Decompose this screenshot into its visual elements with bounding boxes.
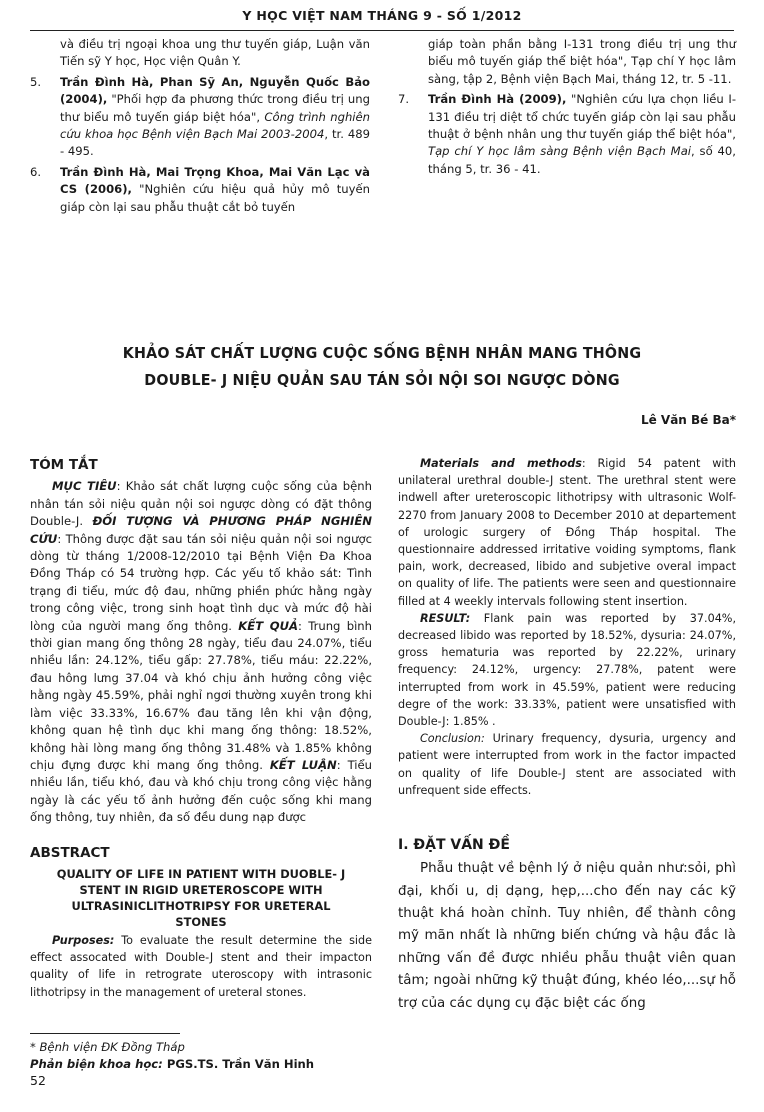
reference-5-authors: Trần Đình Hà, Phan Sỹ An, Nguyễn Quốc Bảo (2004), [60,74,370,107]
methods-text: : Rigid 54 patent with unilateral urethral double-J stent. The urethral stent were indwell after ureteroscopic lithotripsy with ultrasonic Wolf- 2270 from January 2008 to December 2010 at departement of urologic surgery of Đồng Tháp hospital. The questionnaire addressed irritative voiding symptoms, flank pain, work, decreased, libido and subjetive overal impact on quality of life. The patients were seen and questionnaire filled at 4 weekly intervals following stent insertion. [398,457,736,608]
intro-paragraph: Phẫu thuật về bệnh lý ở niệu quản như:sỏi, phì đại, khối u, dị dạng, hẹp,...cho đến nay các kỹ thuật khá hoàn chỉnh. Tuy nhiên, để thành công mỹ mãn nhất là những biến chứng và hậu đắc là những vấn đề được nhiều phẫu thuật viên quan tâm; ngoài những kỹ thuật đúng, khéo léo,...sự hỗ trợ của các dụng cụ đặc biệt các ống [398,861,736,1011]
reviewer-label: Phản biện khoa học: [30,1057,167,1071]
purposes-text: To evaluate the result determine the side effect assocated with Double-J stent and their impacton quality of life in retrograte uteroscopy with intrasonic lithotripsy in the management of ureteral stones. [30,933,372,999]
left-body-column [30,455,372,1001]
abstract-title-line-4: STONES [175,914,227,929]
tomtat-paragraph [30,478,372,826]
kw-conclusion: Conclusion: [420,732,485,746]
abstract-title-line-3: ULTRASINICLITHOTRIPSY FOR URETERAL [71,898,331,913]
abstract-title-line-2: STENT IN RIGID URETEROSCOPE WITH [79,882,323,897]
reference-6-cont-tail: , tháng 12, tr. 5 -11. [615,71,732,86]
running-header: Y HỌC VIỆT NAM THÁNG 9 - SỐ 1/2012 [242,8,522,23]
reference-7-authors: Trần Đình Hà (2009), [428,92,567,107]
abstract-title-line-1: QUALITY OF LIFE IN PATIENT WITH DUOBLE- J [56,866,346,881]
reference-6-cont-text: giáp toàn phần bằng I-131 trong điều trị ung thư biểu mô tuyến giáp thể biệt hóa", [428,37,736,69]
reference-5-tail: , tr. 489 - 495. [60,127,370,159]
reviewer-line [30,1056,314,1073]
muctieu-text: : Khảo sát chất lượng cuộc sống của bệnh nhân tán sỏi niệu quản nội soi ngược dòng có đặt thông Double-J. [30,479,372,529]
reference-5-text: "Phối hợp đa phương thức trong điều trị ung thư biểu mô tuyến giáp biệt hóa", [60,92,370,124]
result-paragraph [398,610,736,730]
reference-6-continuation [398,36,736,88]
kw-ketqua: KẾT QUẢ [238,618,299,633]
reference-6-text: "Nghiên cứu hiệu quả hủy mô tuyến giáp còn lại sau phẫu thuật cắt bỏ tuyến [60,182,370,214]
affiliation-footnote: * Bệnh viện ĐK Đồng Tháp [30,1040,185,1054]
article-title-line-1: KHẢO SÁT CHẤT LƯỢNG CUỘC SỐNG BỆNH NHÂN MANG THÔNG [122,344,642,362]
reference-4-tail: , [307,37,317,51]
header-rule [30,30,734,31]
abstract-heading: ABSTRACT [30,844,110,861]
footnote-rule [30,1033,180,1034]
reference-7-number: 7. [398,92,410,107]
reference-6-authors: Trần Đình Hà, Mai Trọng Khoa, Mai Văn Lạc và CS (2006), [60,164,370,197]
purposes-paragraph [30,932,372,1001]
reference-7 [398,91,736,178]
references-right-column [398,36,736,181]
reference-4-continuation [30,36,370,71]
right-body-column [398,455,736,1015]
abstract-title [30,866,372,930]
reference-6-source: Tạp chí Y học lâm sàng, tập 2, Bệnh viện Bạch Mai [428,54,736,86]
kw-ketluan: KẾT LUẬN [269,757,337,772]
reference-4-tail-text: Luận văn Tiến sỹ Y học, Học viện Quân Y. [60,37,370,69]
methods-paragraph [398,455,736,610]
tomtat-heading: TÓM TẮT [30,457,98,473]
kw-muctieu: MỤC TIÊU [52,479,117,494]
intro-heading: I. ĐẶT VẤN ĐỀ [398,837,510,854]
reference-6 [30,164,370,216]
reference-7-text: "Nghiên cứu lựa chọn liều I-131 điều trị diệt tổ chức tuyến giáp còn lại sau phẫu thuật ở bệnh nhân ung thư tuyến giáp thể biệt hóa", [428,92,737,142]
footnote [30,1039,314,1073]
article-title-line-2: DOUBLE- J NIỆU QUẢN SAU TÁN SỎI NỘI SOI NGƯỢC DÒNG [144,371,620,389]
kw-result: RESULT: [420,611,471,625]
reference-5-number: 5. [30,74,42,89]
article-title [67,340,696,394]
ketqua-text: : Trung bình thời gian mang ống thông 28 ngày, tiểu đau 24.07%, tiểu nhiều lần: 24.12%, tiểu gấp: 27.78%, tiểu máu: 22.22%, đau hông lưng 37.04 và khó chịu ảnh hưởng công việc hằng ngày 45.59%, phải nghỉ ngơi thường xuyên trong khi làm việc 33.33%, 16.67% đau tăng lên khi vận động, không quan hệ tình dục khi mang ống thông: 18.52%, không hài lòng mang ống thông 31.48% và 1.85% không chịu đựng được khi mang ống thông. [30,618,372,772]
page-number: 52 [30,1073,46,1088]
conclusion-text: Urinary frequency, dysuria, urgency and patient were interrupted from work in the factor impacted on quality of life Double-J stent are associated with unfrequent side effects. [398,732,736,797]
article-author: Lê Văn Bé Ba* [640,413,736,427]
kw-purposes: Purposes: [52,933,115,947]
conclusion-paragraph [398,730,736,799]
reference-6-number: 6. [30,164,42,179]
reviewer-name: PGS.TS. Trần Văn Hinh [166,1057,315,1071]
reference-4-source: và điều trị ngoại khoa ung thư tuyến giáp [60,37,308,51]
doituong-text: : Thông được đặt sau tán sỏi niệu quản nội soi ngược dòng từ tháng 1/2008-12/2010 tại Bệnh Viện Đa Khoa Đồng Tháp có 54 trường hợp. Các yếu tố khảo sát: Tình trạng đi tiểu, mức độ đau, những phiền phức hằng ngày trong công việc, trong sinh hoạt tình dục và mức độ hài lòng của người mang ống thông. [30,531,372,633]
reference-7-source: Tạp chí Y học lâm sàng Bệnh viện Bạch Mai [428,144,692,159]
kw-methods: Materials and methods [420,457,582,470]
reference-5-source: Công trình nghiên cứu khoa học Bệnh viện Bạch Mai 2003-2004 [60,109,370,142]
ketluan-text: : Tiểu nhiều lần, tiểu khó, đau và khó chịu trong công việc hằng ngày là các yếu tố ảnh hưởng đến cuộc sống khi mang ống thông, tuy nhiên, đa số đều dung nạp được [30,757,372,825]
references-left-column [30,36,370,219]
reference-7-tail: , số 40, tháng 5, tr. 36 - 41. [428,144,736,176]
result-text: Flank pain was reported by 37.04%, decreased libido was reported by 18.52%, dysuria: 24.07%, gross hematuria was reported by 22.22%, urinary frequency: 24.12%, urgency: 27.78%, patent were interrupted from work in 45.59%, patient were reducing degre of the work: 33.33%, patient were unsatisfied with Double-J: 1.85% . [398,611,736,729]
reference-5 [30,74,370,161]
kw-doituong: ĐỐI TƯỢNG VÀ PHƯƠNG PHÁP NGHIÊN CỨU [30,514,372,546]
